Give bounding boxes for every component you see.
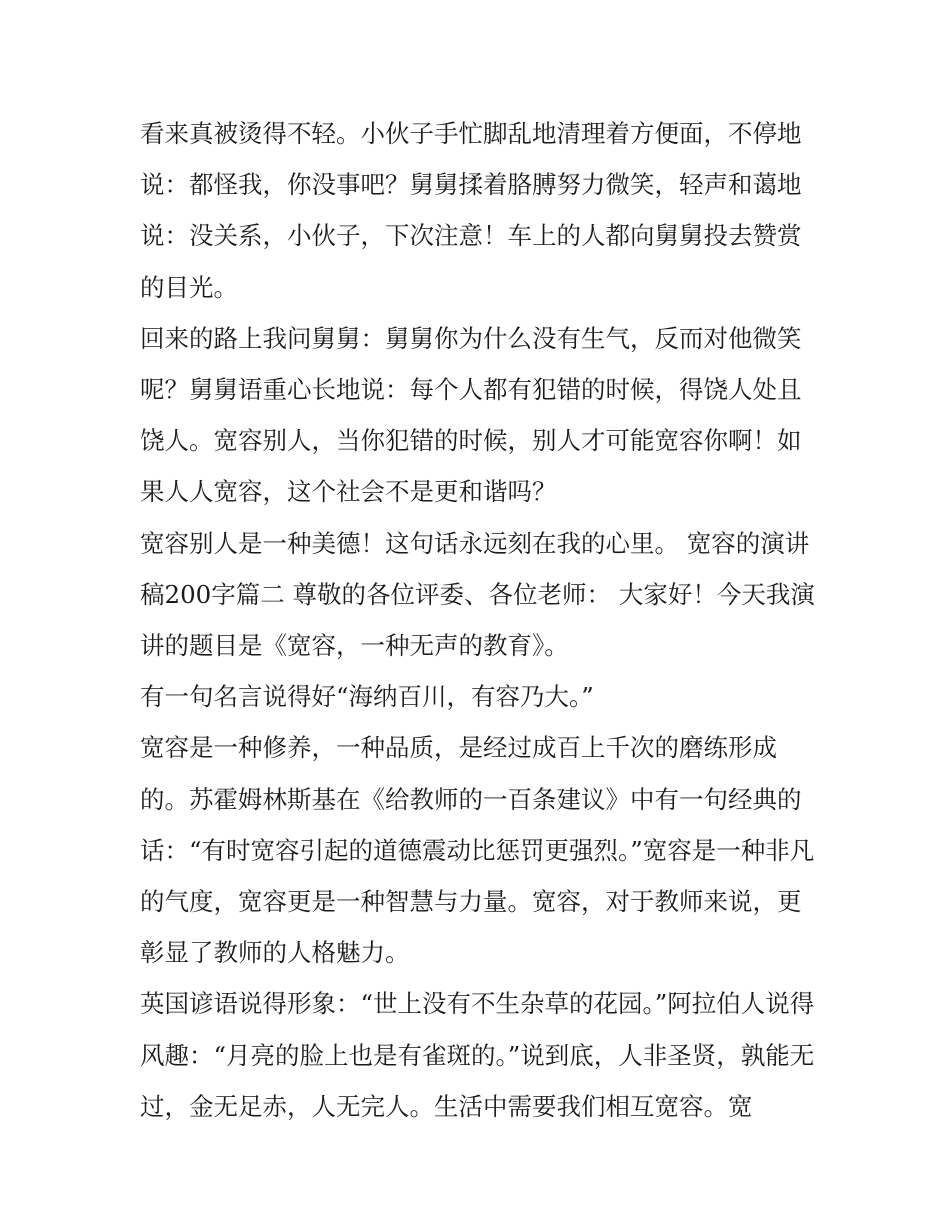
paragraph-6: 英国谚语说得形象：“世上没有不生杂草的花园。”阿拉伯人说得风趣：“月亮的脸上也是有雀斑的。”说到底，人非圣贤，孰能无过，金无足赤，人无完人。生活中需要我们相互宽容。宽 [140,989,815,1121]
body-text [140,108,816,1132]
paragraph-2: 回来的路上我问舅舅：舅舅你为什么没有生气，反而对他微笑呢？舅舅语重心长地说：每个人都有犯错的时候，得饶人处且饶人。宽容别人，当你犯错的时候，别人才可能宽容你啊！如果人人宽容，这个社会不是更和谐吗？ [140,323,802,507]
paragraph-1: 看来真被烫得不轻。小伙子手忙脚乱地清理着方便面，不停地说：都怪我，你没事吧？舅舅揉着胳膊努力微笑，轻声和蔼地说：没关系，小伙子，下次注意！车上的人都向舅舅投去赞赏的目光。 [140,119,802,302]
paragraph-5: 宽容是一种修养，一种品质，是经过成百上千次的磨练形成的。苏霍姆林斯基在《给教师的一百条建议》中有一句经典的话：“有时宽容引起的道德震动比惩罚更强烈。”宽容是一种非凡的气度，宽容更是一种智慧与力量。宽容，对于教师来说，更彰显了教师的人格魅力。 [140,733,815,968]
paragraph-3: 宽容别人是一种美德！这句话永远刻在我的心里。 宽容的演讲稿200字篇二 尊敬的各位评委、各位老师： 大家好！今天我演讲的题目是《宽容，一种无声的教育》。 [140,528,815,661]
paragraph-4: 有一句名言说得好“海纳百川，有容乃大。” [140,682,594,712]
